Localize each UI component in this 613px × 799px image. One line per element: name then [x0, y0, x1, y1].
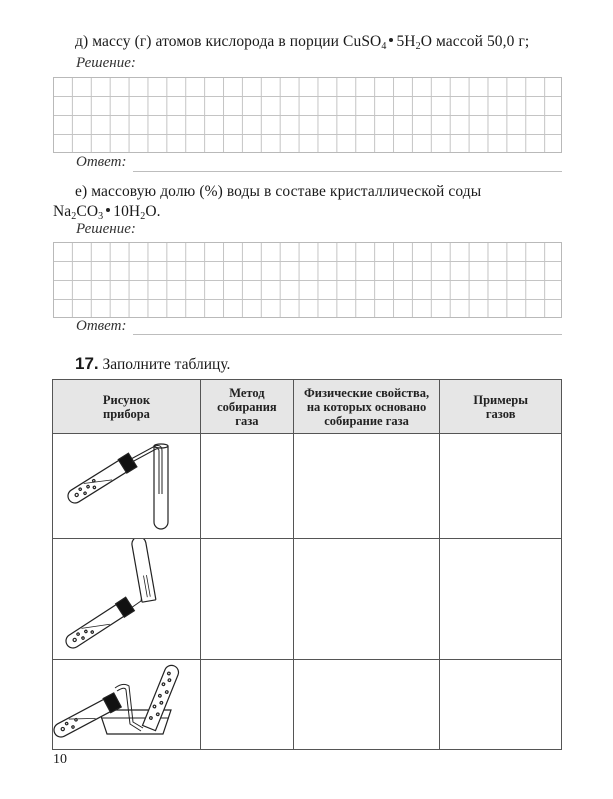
table-row	[53, 660, 562, 750]
task-d-solution-label: Решение:	[76, 55, 136, 71]
apparatus-picture-cell	[53, 660, 201, 750]
task-e-formula: $Na_2CO_3$ $10H_2O$.	[53, 203, 161, 222]
collection-method-cell[interactable]	[200, 539, 293, 660]
water-displacement-icon	[53, 660, 199, 744]
gas-examples-cell[interactable]	[440, 539, 562, 660]
physical-properties-cell[interactable]	[293, 539, 440, 660]
task-d-suffix: массой 50,0 г;	[432, 33, 530, 50]
collection-method-cell[interactable]	[200, 660, 293, 750]
task-d-formula: CuSO$_4$ $5H_2O$	[343, 33, 433, 52]
task-17-number: 17.	[75, 354, 99, 373]
collection-method-cell[interactable]	[200, 434, 293, 539]
physical-properties-cell[interactable]	[293, 660, 440, 750]
header-physical-properties: Физические свойства, на которых основано собирание газа	[293, 380, 440, 434]
gas-examples-cell[interactable]	[440, 434, 562, 539]
header-gas-examples: Примеры газов	[440, 380, 562, 434]
page-number: 10	[53, 752, 67, 767]
task-e-text: е) массовую долю (%) воды в составе кристаллической соды	[75, 183, 482, 200]
task-e-answer-line[interactable]	[133, 334, 562, 335]
task-d-answer-line[interactable]	[133, 171, 562, 172]
task-d-solution-grid[interactable]	[53, 77, 562, 153]
gas-collection-table	[52, 379, 562, 750]
air-displacement-upright-tube-icon	[53, 434, 199, 533]
header-collection-method: Метод собирания газа	[200, 380, 293, 434]
task-d-prefix: д) массу (г) атомов кислорода в порции	[75, 33, 344, 50]
task-e-solution-grid[interactable]	[53, 242, 562, 318]
air-displacement-inverted-tube-icon	[53, 539, 199, 654]
task-d-text	[75, 33, 529, 51]
table-row	[53, 539, 562, 660]
header-apparatus-picture: Рисунок прибора	[53, 380, 201, 434]
task-17-instruction: Заполните таблицу.	[102, 356, 231, 373]
apparatus-picture-cell	[53, 434, 201, 539]
physical-properties-cell[interactable]	[293, 434, 440, 539]
task-e-solution-label: Решение:	[76, 221, 136, 237]
task-e-answer-label: Ответ:	[76, 318, 127, 334]
apparatus-picture-cell	[53, 539, 201, 660]
table-header-row	[53, 380, 562, 434]
gas-examples-cell[interactable]	[440, 660, 562, 750]
task-d-answer-label: Ответ:	[76, 154, 127, 170]
table-row	[53, 434, 562, 539]
task-17-heading	[75, 354, 230, 374]
